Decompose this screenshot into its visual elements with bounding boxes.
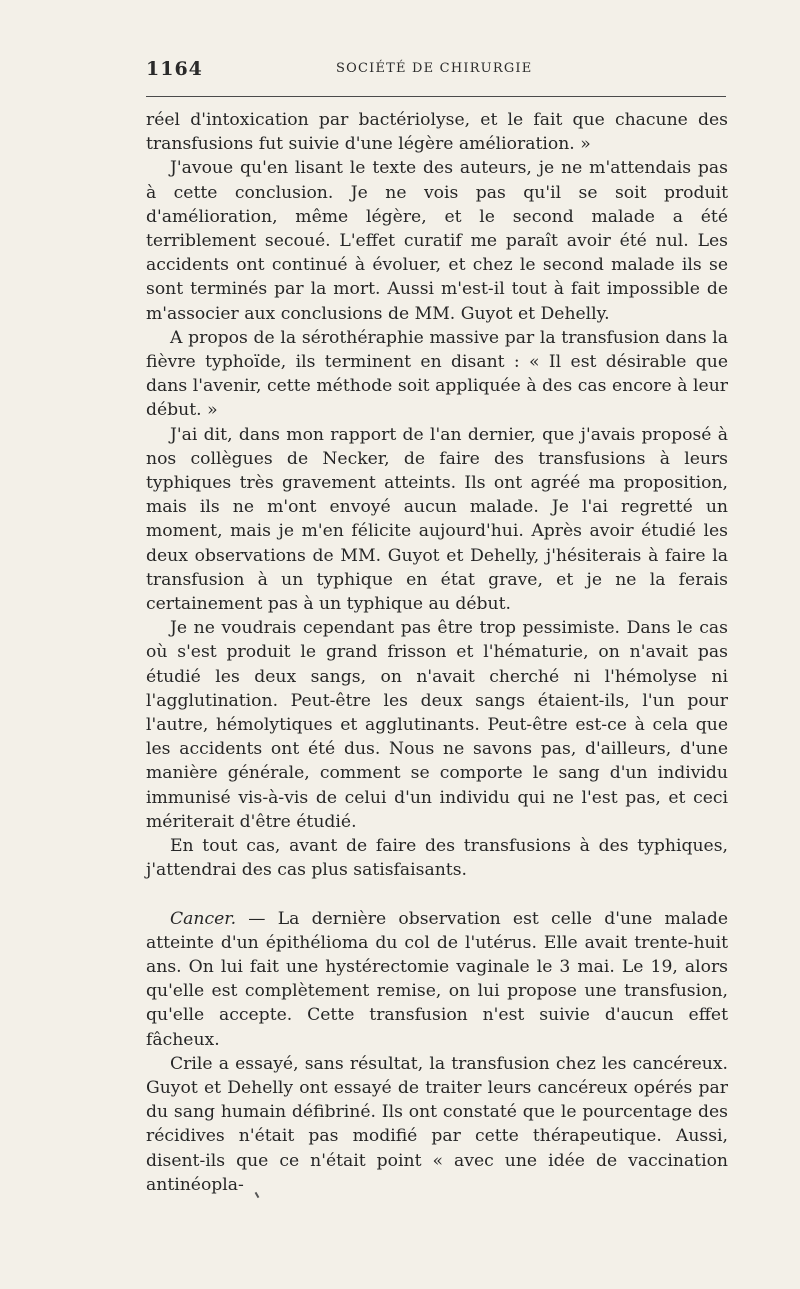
- page-body: [146, 108, 728, 1197]
- running-head: SOCIÉTÉ DE CHIRURGIE: [336, 61, 533, 76]
- paragraph-7-text: — La dernière observation est celle d'une malade atteinte d'un épithélioma du col de l'utérus. Elle avait trente-huit ans. On lui fait une hystérectomie vaginale le 3 mai. Le 19, alors qu'elle est complètement remise, on lui propose une transfusion, qu'elle accepte. Cette transfusion n'est suivie d'aucun effet fâcheux.: [146, 908, 728, 1050]
- paragraph-4: J'ai dit, dans mon rapport de l'an dernier, que j'avais proposé à nos collègues de Necker, de faire des transfusions à leurs typhiques très gravement atteints. Ils ont agréé ma proposition, mais ils ne m'ont envoyé aucun malade. Je l'ai regretté un moment, mais je m'en félicite aujourd'hui. Après avoir étudié les deux observations de MM. Guyot et Dehelly, j'hésiterais à faire la transfusion à un typhique en état grave, et je ne la ferais certainement pas à un typhique au début.: [146, 424, 728, 615]
- paragraph-7: [146, 907, 728, 1052]
- paragraph-6: En tout cas, avant de faire des transfusions à des typhiques, j'attendrai des cas plus satisfaisants.: [146, 836, 728, 881]
- paragraph-5: Je ne voudrais cependant pas être trop pessimiste. Dans le cas où s'est produit le grand frisson et l'hématurie, on n'avait pas étudié les deux sangs, on n'avait cherché ni l'hémolyse ni l'agglutination. Peut-être les deux sangs étaient-ils, l'un pour l'autre, hémolytiques et agglutinants. Peut-être est-ce à cela que les accidents ont été dus. Nous ne savons pas, d'ailleurs, d'une manière générale, comment se comporte le sang d'un individu immunisé vis-à-vis de celui d'un individu qui ne l'est pas, et ceci mériterait d'être étudié.: [146, 618, 728, 832]
- paragraph-2: J'avoue qu'en lisant le texte des auteurs, je ne m'attendais pas à cette conclusion. Je ne vois pas qu'il se soit produit d'amélioration, même légère, et le second malade a été terriblement secoué. L'effet curatif me paraît avoir été nul. Les accidents ont continué à évoluer, et chez le second malade ils se sont terminés par la mort. Aussi m'est-il tout à fait impossible de m'associer aux conclusions de MM. Guyot et Dehelly.: [146, 158, 728, 324]
- paragraph-8: Crile a essayé, sans résultat, la transfusion chez les cancéreux. Guyot et Dehelly ont essayé de traiter leurs cancéreux opérés par du sang humain défibriné. Ils ont constaté que le pourcentage des récidives n'était pas modifié par cette thérapeutique. Aussi, disent-ils que ce n'était point « avec une idée de vaccination antinéopla-: [146, 1053, 728, 1195]
- header-rule: [146, 96, 726, 97]
- section-label-cancer: Cancer.: [170, 908, 237, 929]
- paragraph-3: A propos de la sérothéraphie massive par la transfusion dans la fièvre typhoïde, ils terminent en disant : « Il est désirable que dans l'avenir, cette méthode soit appliquée à des cas encore à leur début. »: [146, 327, 728, 421]
- page-header: [146, 58, 726, 82]
- paragraph-1: réel d'intoxication par bactériolyse, et le fait que chacune des transfusions fut suivie d'une légère amélioration. »: [146, 110, 728, 155]
- page-number: 1164: [146, 58, 203, 80]
